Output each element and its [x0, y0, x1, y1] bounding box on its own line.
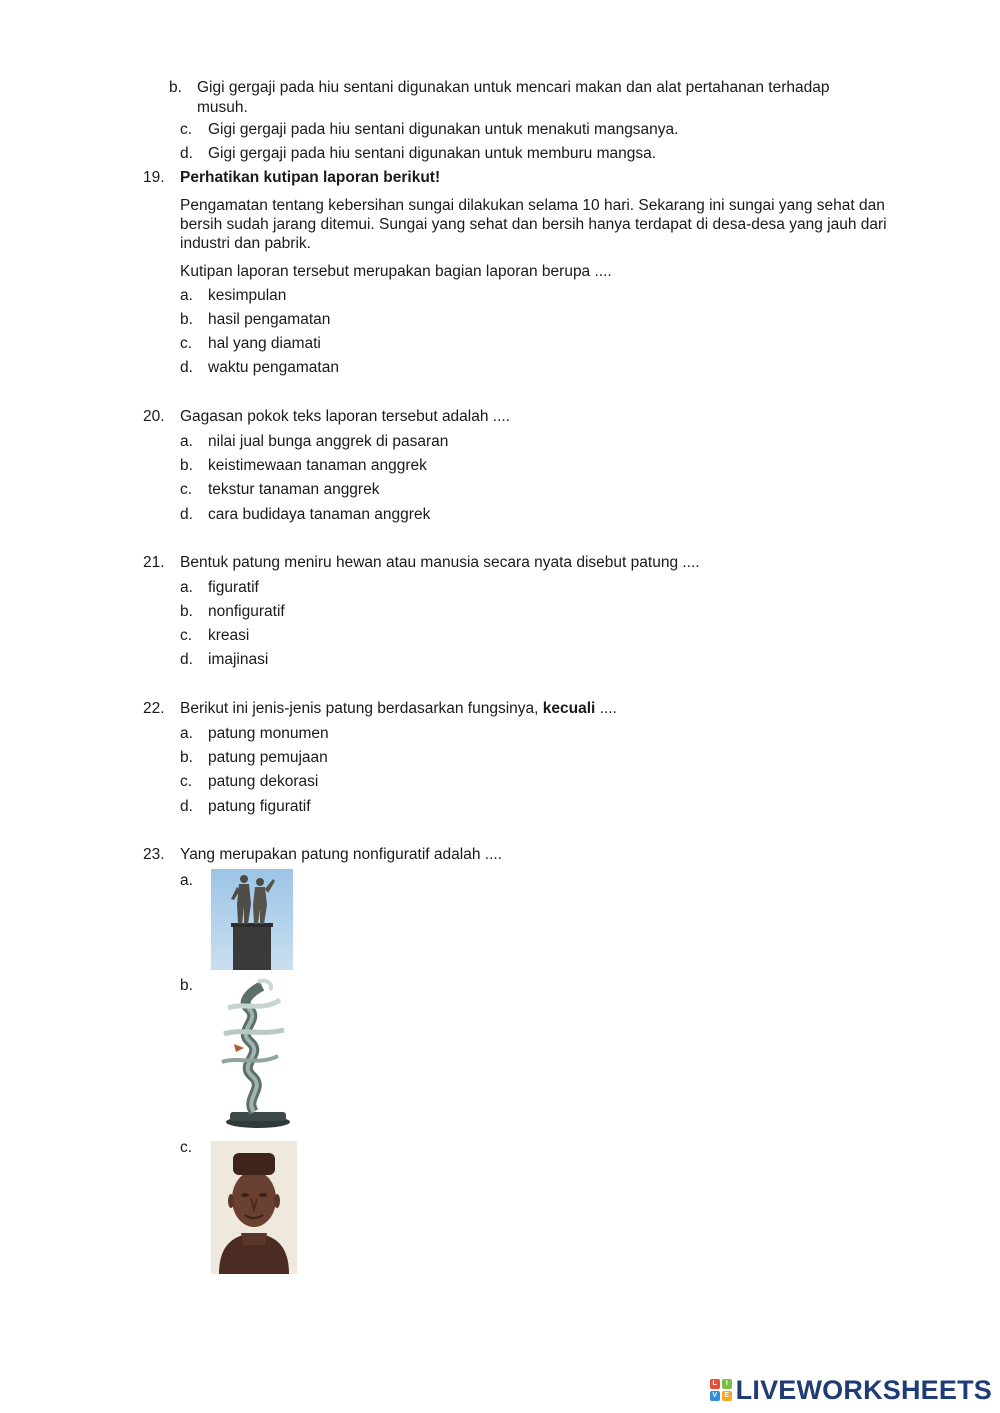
logo-mark-icon [710, 1379, 732, 1401]
liveworksheets-logo [710, 1373, 992, 1407]
option-label: a. [180, 579, 193, 596]
option-label: b. [180, 457, 193, 474]
question-title: Perhatikan kutipan laporan berikut! [180, 169, 441, 186]
question-number: 19. [143, 169, 165, 186]
question-text: Bentuk patung meniru hewan atau manusia secara nyata disebut patung .... [180, 554, 700, 571]
option-text: patung figuratif [208, 798, 311, 815]
option-label: a. [180, 433, 193, 450]
q23-option-a-image[interactable] [211, 869, 293, 970]
option-label: d. [180, 145, 193, 162]
option-label: d. [180, 651, 193, 668]
q22-option-d[interactable] [180, 797, 780, 816]
q23-option-b-image[interactable] [214, 978, 294, 1130]
question-text: Yang merupakan patung nonfiguratif adalah .... [180, 846, 502, 863]
question-text: Gagasan pokok teks laporan tersebut adalah .... [180, 408, 511, 425]
q23-option-b-label[interactable]: b. [180, 977, 193, 994]
q22-option-b[interactable] [180, 748, 780, 767]
abstract-sculpture-icon [214, 978, 294, 1130]
option-label: c. [180, 773, 193, 790]
logo-text: LIVEWORKSHEETS [735, 1374, 992, 1405]
q23-option-c-label[interactable]: c. [180, 1139, 193, 1156]
option-text: kreasi [208, 627, 250, 644]
question-number: 20. [143, 408, 165, 425]
question-keyword: kecuali [542, 700, 596, 717]
option-text: keistimewaan tanaman anggrek [208, 457, 427, 474]
question-text-pre: Berikut ini jenis-jenis patung berdasarkan fungsinya, [180, 700, 543, 717]
question-text-post: .... [595, 700, 617, 717]
logo-letter: V [710, 1391, 720, 1401]
option-text: nonfiguratif [208, 603, 285, 620]
q20-option-c[interactable] [180, 480, 780, 499]
q19-option-a[interactable] [180, 286, 780, 305]
option-label: a. [180, 287, 193, 304]
q19-option-d[interactable] [180, 358, 780, 377]
option-text: figuratif [208, 579, 259, 596]
q23-option-c-image[interactable] [211, 1141, 297, 1274]
option-text: cara budidaya tanaman anggrek [208, 506, 431, 523]
q19-option-c[interactable] [180, 334, 780, 353]
option-text-line2: musuh. [197, 99, 248, 116]
q22-option-a[interactable] [180, 724, 780, 743]
passage-line-3: industri dan pabrik. [180, 235, 311, 252]
q19-option-b[interactable] [180, 310, 780, 329]
question-number: 22. [143, 700, 165, 717]
option-text: patung dekorasi [208, 773, 319, 790]
bust-statue-icon [211, 1141, 297, 1274]
monument-statue-icon [211, 869, 293, 970]
option-label: c. [180, 335, 193, 352]
q23-option-a-label[interactable]: a. [180, 872, 193, 889]
passage-line-1: Pengamatan tentang kebersihan sungai dilakukan selama 10 hari. Sekarang ini sungai yang sehat dan [180, 197, 885, 214]
question-text: Kutipan laporan tersebut merupakan bagian laporan berupa .... [180, 263, 612, 280]
option-label: a. [180, 725, 193, 742]
option-label: d. [180, 798, 193, 815]
option-text: nilai jual bunga anggrek di pasaran [208, 433, 449, 450]
q21-option-c[interactable] [180, 626, 780, 645]
question-number: 23. [143, 846, 165, 863]
question-text [180, 699, 617, 718]
logo-letter: E [722, 1391, 732, 1401]
q18-option-c[interactable] [180, 120, 780, 139]
q21-option-a[interactable] [180, 578, 780, 597]
option-text: patung monumen [208, 725, 329, 742]
option-label: c. [180, 627, 193, 644]
option-text-line1: Gigi gergaji pada hiu sentani digunakan untuk mencari makan dan alat pertahanan terhadap [197, 79, 830, 96]
passage-line-2: bersih sudah jarang ditemui. Sungai yang sehat dan bersih hanya terdapat di desa-desa yang jauh dari [180, 216, 887, 233]
option-label: c. [180, 121, 193, 138]
q21-option-d[interactable] [180, 650, 780, 669]
option-text: Gigi gergaji pada hiu sentani digunakan untuk menakuti mangsanya. [208, 121, 679, 138]
q22-option-c[interactable] [180, 772, 780, 791]
option-label: b. [180, 603, 193, 620]
option-label: b. [169, 79, 182, 96]
option-label: d. [180, 506, 193, 523]
option-label: c. [180, 481, 193, 498]
q20-option-b[interactable] [180, 456, 780, 475]
option-text: imajinasi [208, 651, 269, 668]
option-label: b. [180, 311, 193, 328]
logo-letter: L [710, 1379, 720, 1389]
option-text: kesimpulan [208, 287, 287, 304]
q20-option-a[interactable] [180, 432, 780, 451]
option-label: d. [180, 359, 193, 376]
q18-option-b[interactable] [169, 78, 929, 118]
option-text: tekstur tanaman anggrek [208, 481, 380, 498]
logo-letter: I [722, 1379, 732, 1389]
q20-option-d[interactable] [180, 505, 780, 524]
option-text: waktu pengamatan [208, 359, 339, 376]
option-text: patung pemujaan [208, 749, 328, 766]
option-text: hasil pengamatan [208, 311, 331, 328]
option-text: hal yang diamati [208, 335, 321, 352]
q18-option-d[interactable] [180, 144, 780, 163]
option-label: b. [180, 749, 193, 766]
question-number: 21. [143, 554, 165, 571]
q21-option-b[interactable] [180, 602, 780, 621]
option-text: Gigi gergaji pada hiu sentani digunakan untuk memburu mangsa. [208, 145, 657, 162]
